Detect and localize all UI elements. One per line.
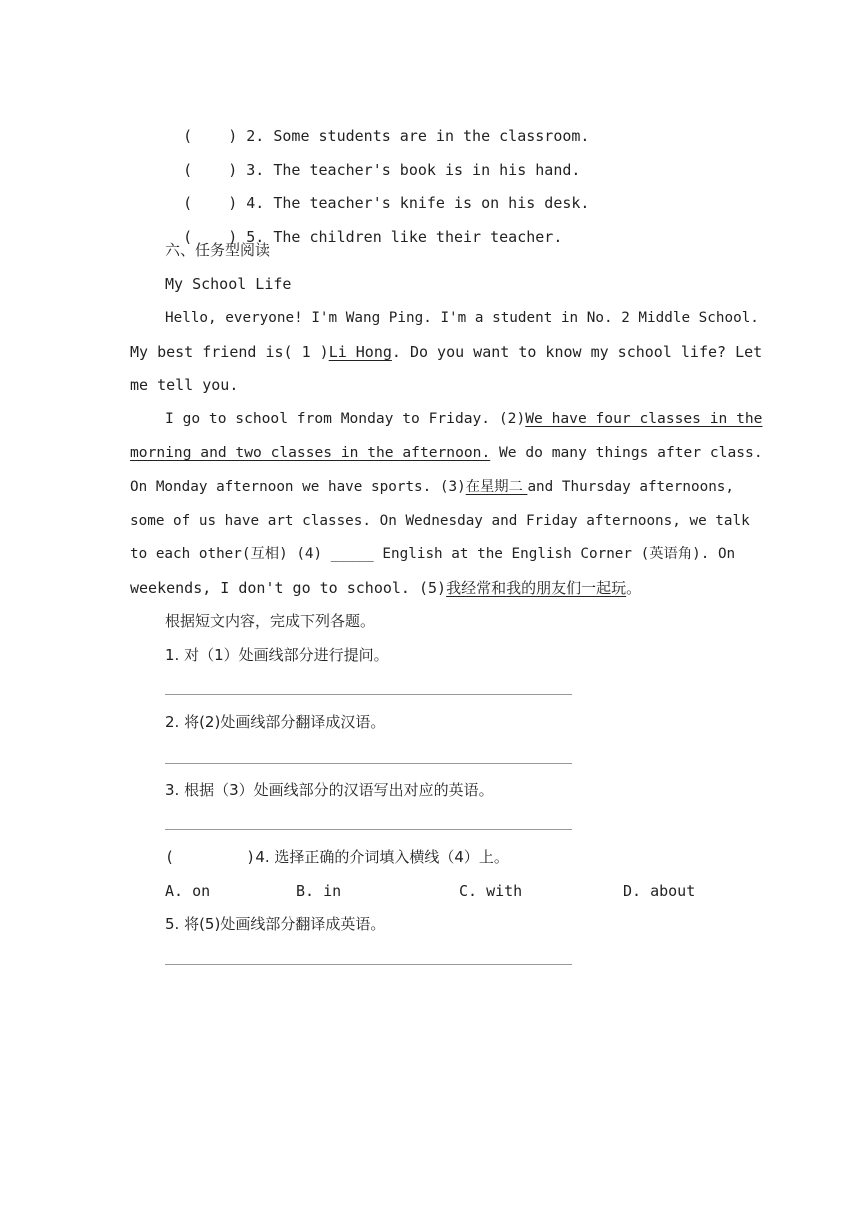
- passage-line: I go to school from Monday to Friday. (2)We have four classes in the: [165, 410, 763, 427]
- answer-line-3[interactable]: [165, 829, 572, 830]
- item-text: 2. Some students are in the classroom.: [246, 127, 590, 145]
- underlined-text-5: 我经常和我的朋友们一起玩: [446, 579, 627, 597]
- question-2: 2. 将(2)处画线部分翻译成汉语。: [165, 713, 386, 731]
- question-3: 3. 根据（3）处画线部分的汉语写出对应的英语。: [165, 781, 494, 799]
- answer-paren[interactable]: ( ): [165, 848, 256, 866]
- passage-line: weekends, I don't go to school. (5)我经常和我的朋友们一起玩。: [130, 579, 642, 597]
- item-text: 3. The teacher's book is in his hand.: [246, 161, 581, 179]
- passage-line: to each other(互相) (4) _____ English at the English Corner (英语角). On: [130, 546, 736, 562]
- question-4: ( )4. 选择正确的介词填入横线（4）上。: [165, 848, 509, 866]
- question-1: 1. 对（1）处画线部分进行提问。: [165, 646, 389, 664]
- instruction-text: 根据短文内容，完成下列各题。: [165, 612, 376, 630]
- underlined-text-2: We have four classes in the: [525, 410, 763, 427]
- item-text: 4. The teacher's knife is on his desk.: [246, 194, 590, 212]
- option-d[interactable]: D. about: [623, 882, 696, 900]
- answer-paren[interactable]: ( ): [183, 127, 238, 145]
- answer-paren[interactable]: ( ): [183, 194, 238, 212]
- question-5: 5. 将(5)处画线部分翻译成英语。: [165, 915, 386, 933]
- passage-line: morning and two classes in the afternoon. We do many things after class.: [130, 444, 763, 461]
- option-a[interactable]: A. on: [165, 882, 211, 900]
- underlined-text-2b: morning and two classes in the afternoon.: [130, 444, 491, 461]
- option-b[interactable]: B. in: [296, 882, 342, 900]
- passage-line: Hello, everyone! I'm Wang Ping. I'm a student in No. 2 Middle School.: [165, 310, 759, 326]
- answer-paren[interactable]: ( ): [183, 161, 238, 179]
- item-text: 5. The children like their teacher.: [246, 228, 563, 246]
- passage-line: My best friend is( 1 )Li Hong. Do you want to know my school life? Let: [130, 343, 763, 361]
- section-title: 六、任务型阅读: [165, 241, 271, 259]
- option-c[interactable]: C. with: [459, 882, 523, 900]
- passage-line: some of us have art classes. On Wednesday and Friday afternoons, we talk: [130, 513, 750, 529]
- answer-line-5[interactable]: [165, 964, 572, 965]
- answer-line-1[interactable]: [165, 694, 572, 695]
- answer-line-2[interactable]: [165, 763, 572, 764]
- answer-paren[interactable]: ( ): [183, 228, 238, 246]
- blank-4[interactable]: _____: [330, 546, 374, 562]
- passage-line: me tell you.: [130, 376, 239, 394]
- passage-title: My School Life: [165, 275, 292, 293]
- underlined-text-1: Li Hong: [328, 343, 392, 361]
- underlined-text-3: 在星期二: [465, 479, 528, 495]
- passage-line: On Monday afternoon we have sports. (3)在星期二 and Thursday afternoons,: [130, 479, 735, 495]
